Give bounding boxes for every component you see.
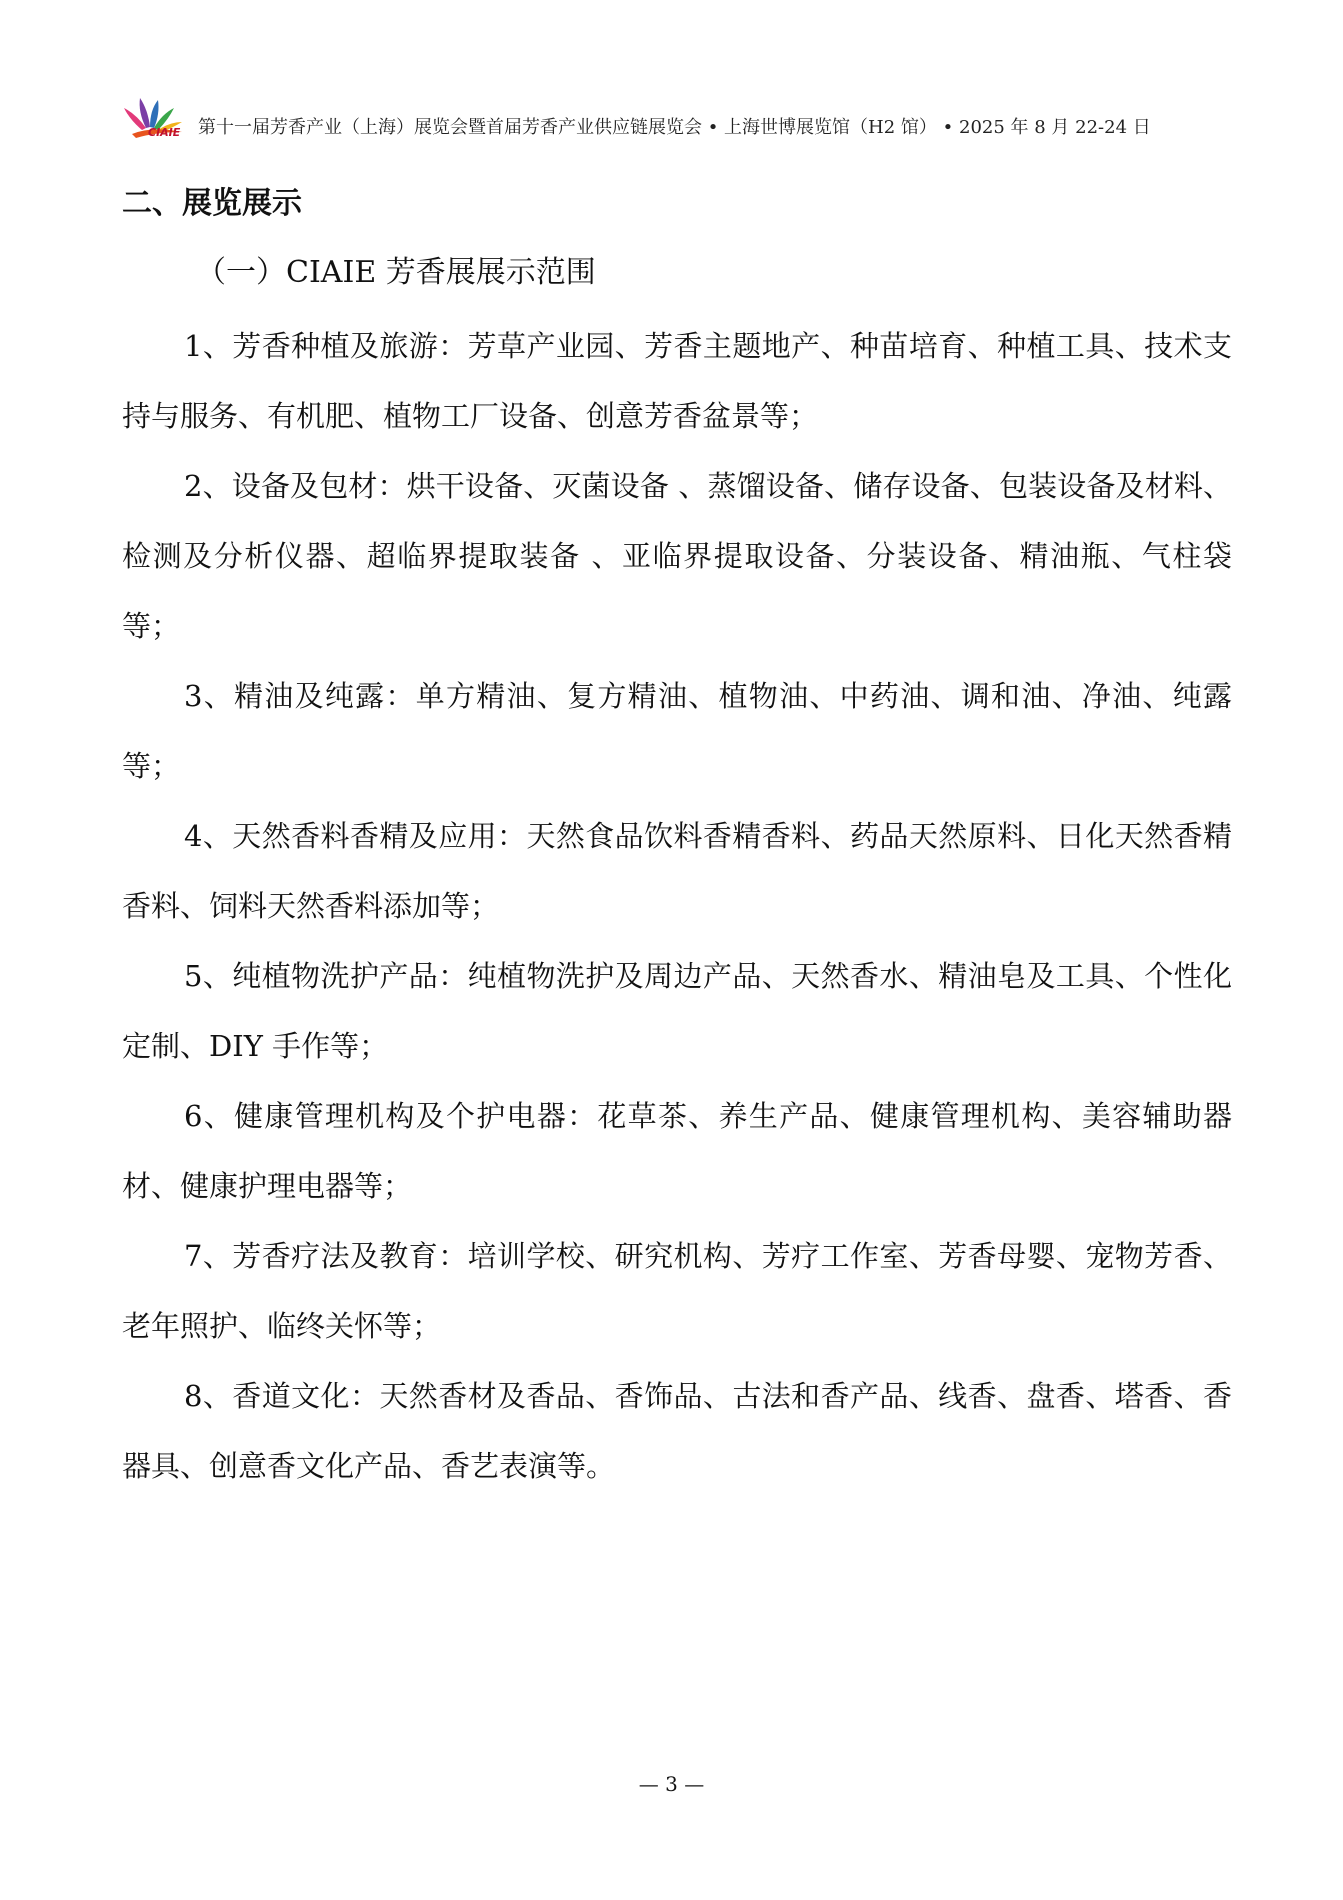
list-item: 6、健康管理机构及个护电器：花草茶、养生产品、健康管理机构、美容辅助器材、健康护理电器等；: [122, 1099, 1232, 1203]
logo-wordmark: CIAIE: [148, 126, 181, 139]
list-item: 1、芳香种植及旅游：芳草产业园、芳香主题地产、种苗培育、种植工具、技术支持与服务、有机肥、植物工厂设备、创意芳香盆景等；: [122, 329, 1232, 433]
header-event-info: 第十一届芳香产业（上海）展览会暨首届芳香产业供应链展览会 • 上海世博展览馆（H2 馆） • 2025 年 8 月 22-24 日: [198, 117, 1151, 138]
list-item: 2、设备及包材：烘干设备、灭菌设备 、蒸馏设备、储存设备、包装设备及材料、检测及分析仪器、超临界提取装备 、亚临界提取设备、分装设备、精油瓶、气柱袋等；: [122, 469, 1232, 643]
list-item: 8、香道文化：天然香材及香品、香饰品、古法和香产品、线香、盘香、塔香、香器具、创意香文化产品、香艺表演等。: [122, 1379, 1232, 1483]
list-item: 3、精油及纯露：单方精油、复方精油、植物油、中药油、调和油、净油、纯露等；: [122, 679, 1232, 783]
section-title: 二、展览展示: [122, 186, 302, 221]
page-number: — 3 —: [638, 1772, 705, 1796]
item-list: [122, 311, 1232, 1501]
list-item: 4、天然香料香精及应用：天然食品饮料香精香料、药品天然原料、日化天然香精香料、饲料天然香料添加等；: [122, 819, 1232, 923]
subsection-title: （一）CIAIE 芳香展展示范围: [196, 255, 596, 290]
page-header: [122, 96, 1232, 144]
list-item: 7、芳香疗法及教育：培训学校、研究机构、芳疗工作室、芳香母婴、宠物芳香、老年照护、临终关怀等；: [122, 1239, 1232, 1343]
ciaie-logo: [122, 96, 200, 144]
list-item: 5、纯植物洗护产品：纯植物洗护及周边产品、天然香水、精油皂及工具、个性化定制、DIY 手作等；: [122, 959, 1232, 1063]
